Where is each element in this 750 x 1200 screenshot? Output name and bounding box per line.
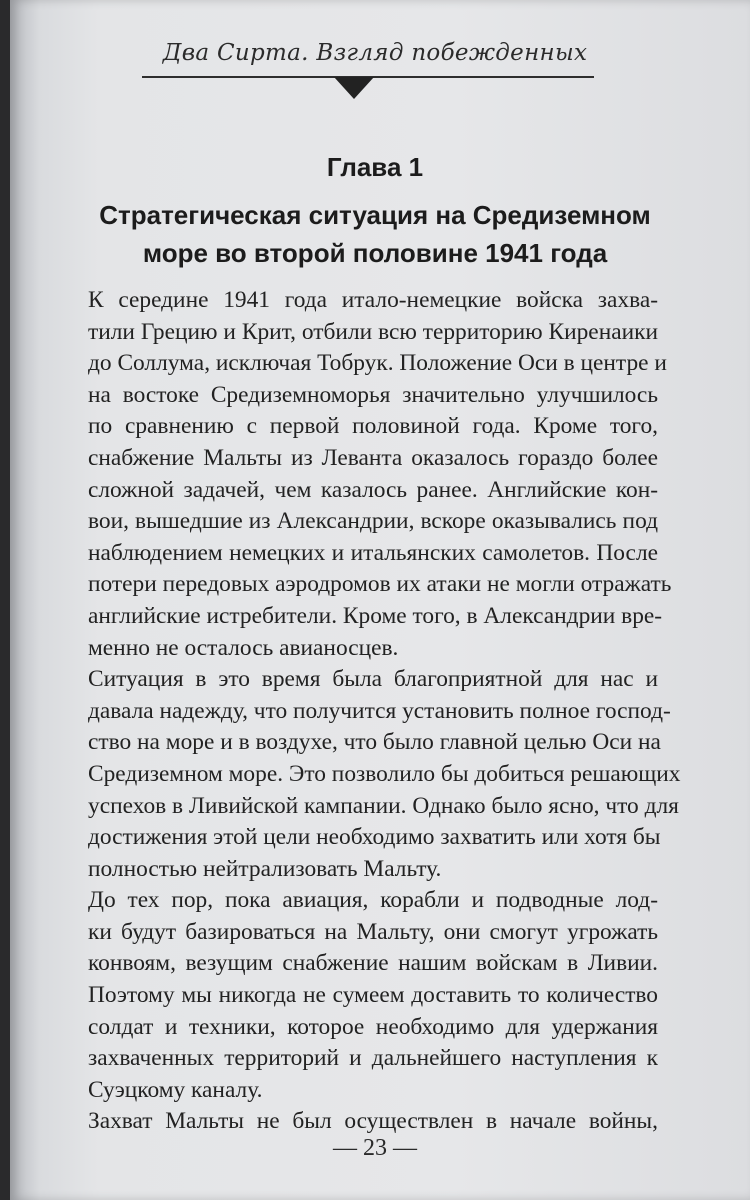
chapter-number: Глава 1 bbox=[326, 152, 424, 182]
page-number: — 23 — bbox=[333, 1135, 417, 1161]
text-line: солдат и техники, которое необходимо для удержания bbox=[88, 1013, 658, 1040]
text-line: ки будут базироваться на Мальту, они смогут угрожать bbox=[88, 918, 658, 945]
text-line: Ситуация в это время была благоприятной для нас и bbox=[88, 666, 658, 693]
text-line: Захват Мальты не был осуществлен в начале войны, bbox=[88, 1108, 658, 1135]
text-line: полностью нейтрализовать Мальту. bbox=[88, 855, 442, 882]
text-line: давала надежду, что получится установить полное господ- bbox=[88, 697, 671, 724]
chapter-title-line: море во второй половине 1941 года bbox=[142, 238, 608, 268]
text-line: К середине 1941 года итало-немецкие войска захва- bbox=[88, 287, 658, 313]
text-line: достижения этой цели необходимо захватить или хотя бы bbox=[88, 824, 661, 851]
text-line: конвоям, везущим снабжение нашим войскам в Ливии. bbox=[88, 950, 658, 977]
header-triangle-ornament bbox=[334, 77, 374, 99]
text-line: наблюдением немецких и итальянских самолетов. После bbox=[88, 539, 658, 566]
text-line: вои, вышедшие из Александрии, вскоре оказывались под bbox=[88, 508, 658, 535]
text-line: потери передовых аэродромов их атаки не могли отражать bbox=[88, 571, 672, 598]
body-text bbox=[88, 285, 681, 1138]
text-line: Поэтому мы никогда не сумеем доставить то количество bbox=[88, 982, 658, 1009]
text-line: снабжение Мальты из Леванта оказалось гораздо более bbox=[88, 444, 658, 471]
text-line: сложной задачей, чем казалось ранее. Английские кон- bbox=[88, 476, 658, 503]
text-line: тили Грецию и Крит, отбили всю территорию Киренаики bbox=[88, 318, 658, 345]
text-line: на востоке Средиземноморья значительно улучшилось bbox=[88, 381, 658, 408]
text-line: захваченных территорий и дальнейшего наступления к bbox=[88, 1045, 658, 1072]
text-line: успехов в Ливийской кампании. Однако было ясно, что для bbox=[88, 792, 679, 819]
text-line: английские истребители. Кроме того, в Александрии вре- bbox=[88, 602, 663, 629]
running-head: Два Сирта. Взгляд побежденных bbox=[162, 40, 588, 66]
chapter-title-line: Стратегическая ситуация на Средиземном bbox=[99, 200, 651, 230]
text-line: ство на море и в воздухе, что было главной целью Оси на bbox=[88, 729, 661, 756]
text-line: менно не осталось авианосцев. bbox=[88, 634, 399, 661]
text-line: Суэцкому каналу. bbox=[88, 1076, 263, 1103]
text-line: До тех пор, пока авиация, корабли и подводные лод- bbox=[88, 887, 658, 914]
text-line: по сравнению с первой половиной года. Кроме того, bbox=[88, 413, 658, 440]
chapter-title bbox=[60, 196, 690, 272]
text-line: до Соллума, исключая Тобрук. Положение Оси в центре и bbox=[88, 350, 667, 377]
text-line: Средиземном море. Это позволило бы добиться решающих bbox=[88, 760, 681, 787]
